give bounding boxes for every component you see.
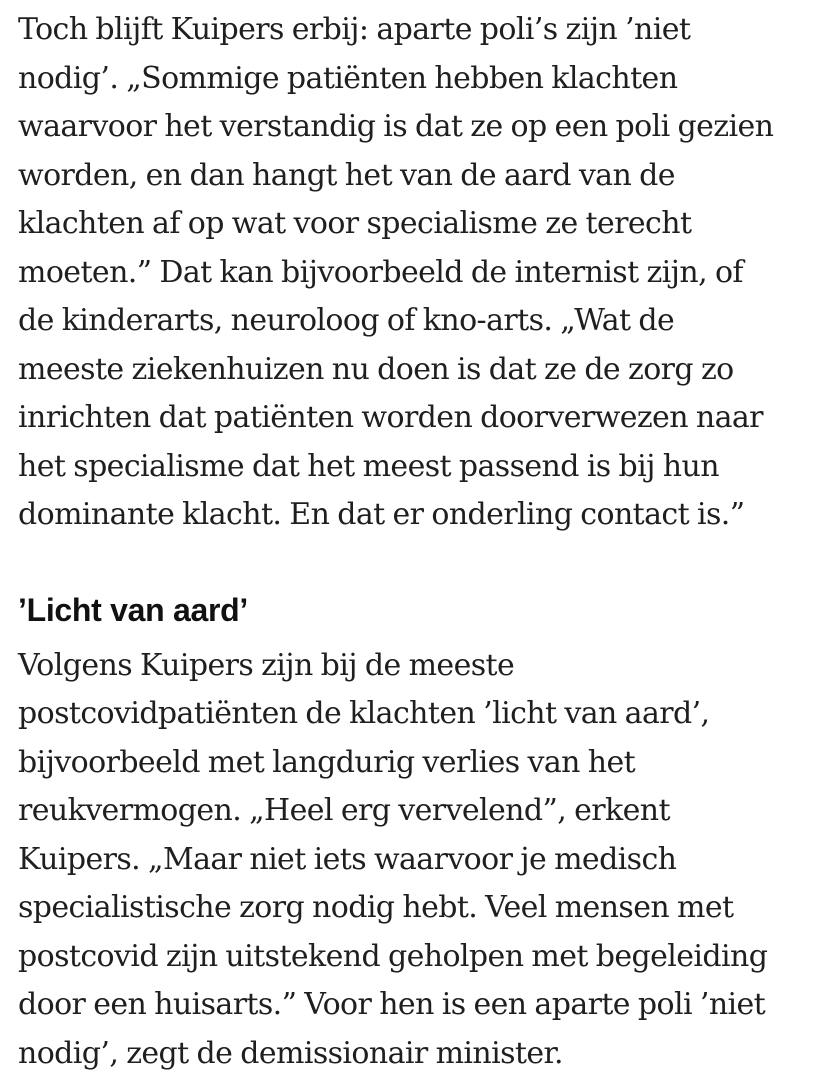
- paragraph-2-line-9: nodig’, zegt de demissionair minister.: [18, 1035, 563, 1071]
- paragraph-1-line-4: worden, en dan hangt het van de aard van de: [18, 157, 675, 193]
- paragraph-2-line-5: Kuipers. „Maar niet iets waarvoor je medisch: [18, 841, 677, 877]
- article-body: [18, 6, 818, 1078]
- paragraph-2-line-6: specialistische zorg nodig hebt. Veel mensen met: [18, 890, 734, 925]
- paragraph-1-line-9: inrichten dat patiënten worden doorverwezen naar: [18, 400, 763, 435]
- paragraph-1-line-3: waarvoor het verstandig is dat ze op een poli gezien: [18, 109, 774, 144]
- paragraph-2-line-4: reukvermogen. „Heel erg vervelend”, erkent: [18, 793, 670, 828]
- paragraph-1-line-6: moeten.” Dat kan bijvoorbeeld de internist zijn, of: [18, 254, 743, 290]
- paragraph-1-line-7: de kinderarts, neuroloog of kno-arts. „Wat de: [18, 303, 675, 338]
- paragraph-2-line-8: door een huisarts.” Voor hen is een aparte poli ’niet: [18, 987, 766, 1022]
- paragraph-1-line-11: dominante klacht. En dat er onderling contact is.”: [18, 497, 745, 532]
- paragraph-1-line-10: het specialisme dat het meest passend is bij hun: [18, 448, 719, 484]
- paragraph-2-line-1: Volgens Kuipers zijn bij de meeste: [18, 647, 515, 683]
- paragraph-1: [18, 6, 818, 540]
- paragraph-2-line-7: postcovid zijn uitstekend geholpen met begeleiding: [18, 938, 768, 974]
- paragraph-2-line-2: postcovidpatiënten de klachten ’licht van aard’,: [18, 696, 710, 731]
- paragraph-2-line-3: bijvoorbeeld met langdurig verlies van het: [18, 744, 636, 780]
- section-heading: ’Licht van aard’: [18, 591, 248, 628]
- paragraph-1-line-5: klachten af op wat voor specialisme ze terecht: [18, 206, 692, 241]
- paragraph-1-line-8: meeste ziekenhuizen nu doen is dat ze de zorg zo: [18, 351, 734, 387]
- paragraph-2: [18, 642, 818, 1079]
- paragraph-1-line-2: nodig’. „Sommige patiënten hebben klachten: [18, 60, 678, 96]
- paragraph-1-line-1: Toch blijft Kuipers erbij: aparte poli’s zijn ’niet: [18, 12, 691, 47]
